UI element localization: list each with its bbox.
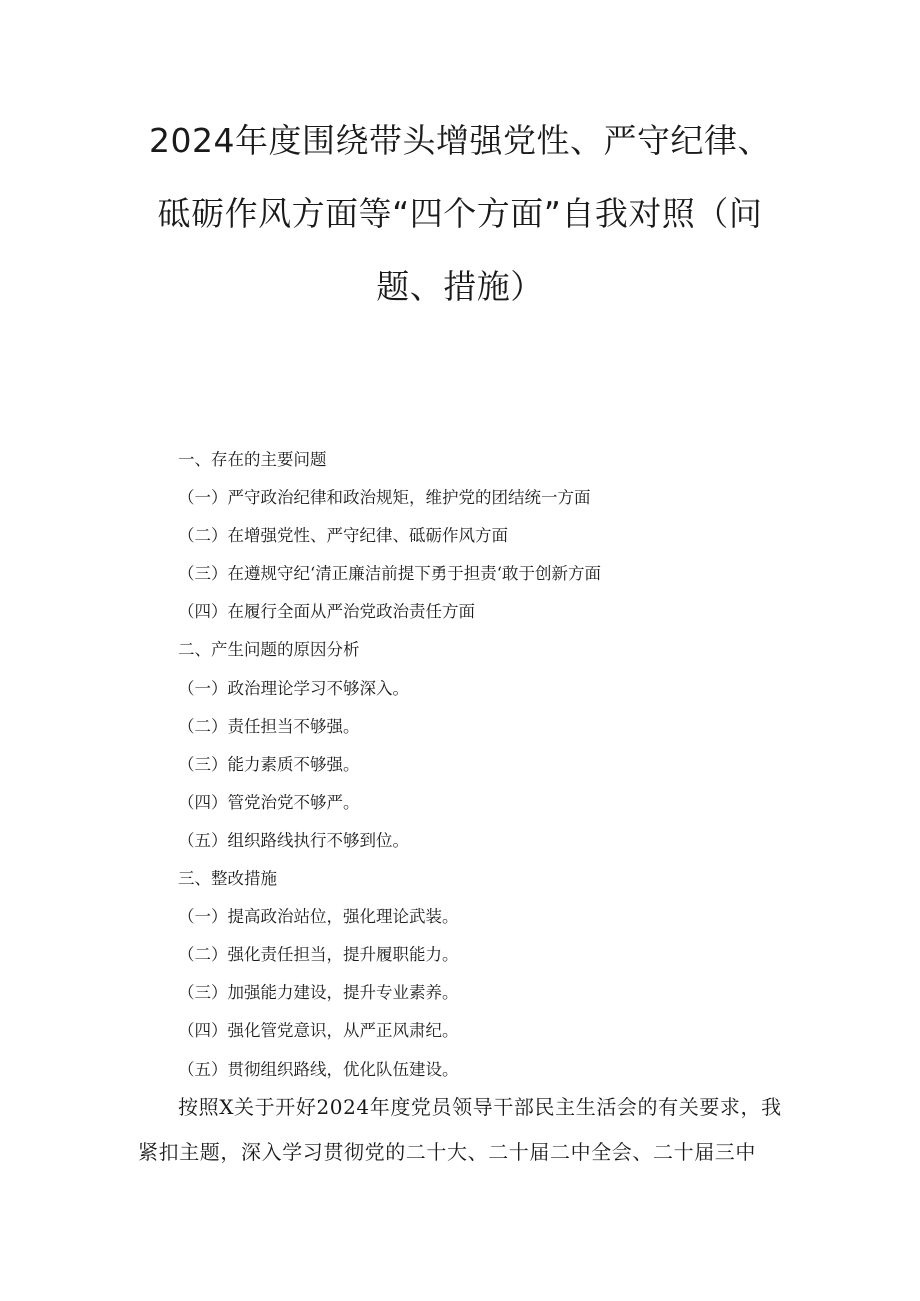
outline-item: （五）组织路线执行不够到位。 — [178, 830, 409, 850]
outline-item: （二）责任担当不够强。 — [178, 716, 360, 736]
body-line: 紧扣主题，深入学习贯彻党的二十大、二十届二中全会、二十届三中 — [138, 1140, 756, 1164]
title-line-3: 题、措施） — [376, 267, 544, 306]
outline-item: （五）贯彻组织路线，优化队伍建设。 — [178, 1059, 459, 1079]
document-title — [130, 104, 790, 323]
outline-item: （四）管党治党不够严。 — [178, 792, 360, 812]
body-line: 按照X关于开好2024年度党员领导干部民主生活会的有关要求，我 — [178, 1095, 782, 1119]
outline-item: （三）加强能力建设，提升专业素养。 — [178, 983, 459, 1003]
outline-item: （三）在遵规守纪‘清正廉洁前提下勇于担责‘敢于创新方面 — [178, 564, 601, 584]
outline-item: （三）能力素质不够强。 — [178, 754, 360, 774]
outline-item: （一）提高政治站位，强化理论武装。 — [178, 907, 459, 927]
section-heading-causes: 二、产生问题的原因分析 — [178, 640, 360, 660]
outline-item: （一）严守政治纪律和政治规矩，维护党的团结统一方面 — [178, 488, 591, 508]
outline-item: （四）强化管党意识，从严正风肃纪。 — [178, 1021, 459, 1041]
body-paragraph — [138, 1085, 788, 1175]
outline-list — [178, 441, 601, 1089]
outline-item: （二）在增强党性、严守纪律、砥砺作风方面 — [178, 526, 508, 546]
outline-item: （四）在履行全面从严治党政治责任方面 — [178, 602, 475, 622]
outline-item: （一）政治理论学习不够深入。 — [178, 678, 409, 698]
title-line-1: 2024年度围绕带头增强党性、严守纪律、 — [149, 121, 771, 160]
section-heading-problems: 一、存在的主要问题 — [178, 450, 327, 469]
section-heading-measures: 三、整改措施 — [178, 869, 277, 889]
outline-item: （二）强化责任担当，提升履职能力。 — [178, 945, 459, 965]
title-line-2: 砥砺作风方面等“四个方面”自我对照（问 — [157, 194, 763, 233]
